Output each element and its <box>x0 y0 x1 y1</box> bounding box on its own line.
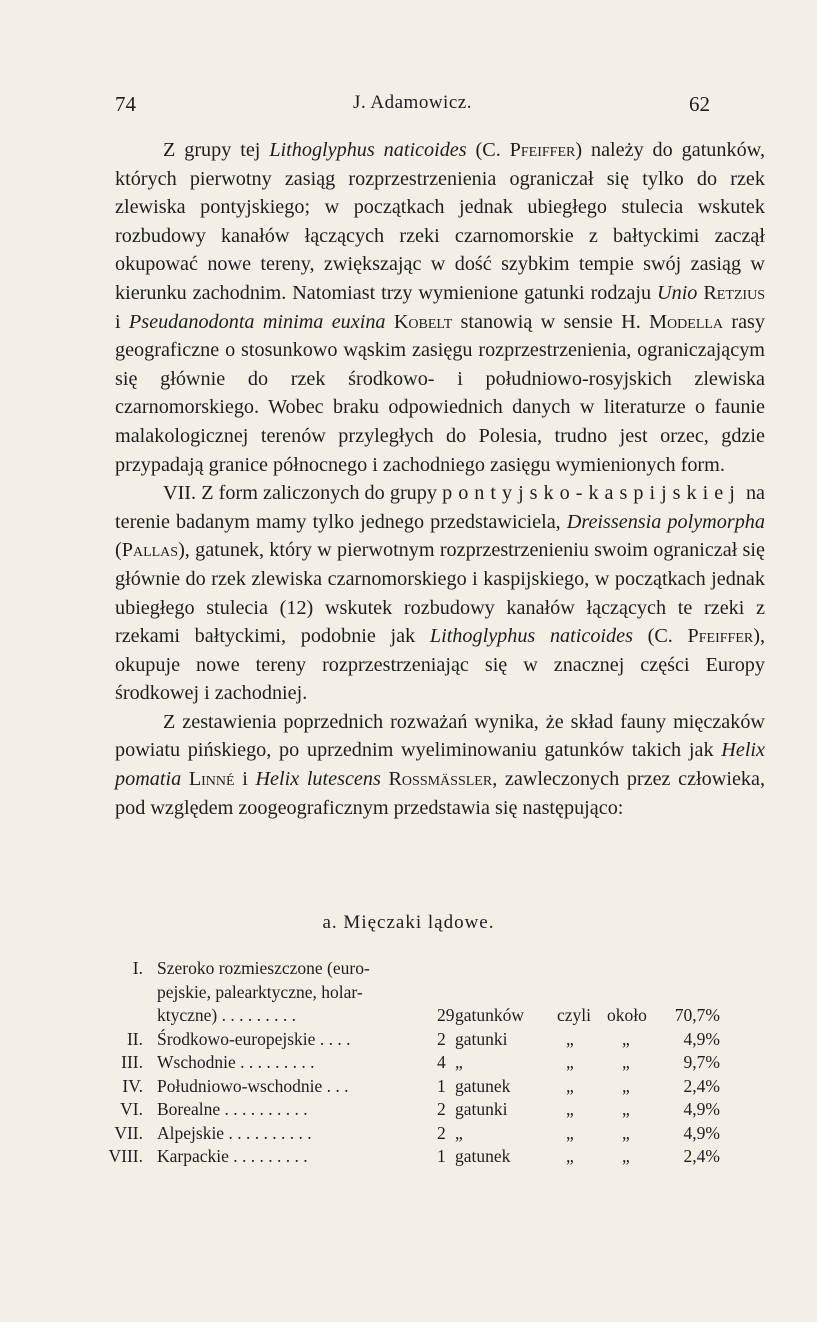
text-span: Pseudanodonta minima euxina <box>128 310 386 333</box>
page-header <box>115 92 710 128</box>
row-percent: 9,7% <box>683 1052 720 1072</box>
row-count: 2 <box>437 1099 446 1119</box>
row-ditto: „ <box>622 1122 630 1143</box>
row-ditto: „ <box>622 1099 630 1119</box>
row-number: I. <box>132 958 143 978</box>
table-row <box>100 1122 720 1146</box>
text-span: Kobelt <box>393 310 453 333</box>
row-count: 1 <box>437 1146 446 1166</box>
row-label: Karpackie . . . . . . . . . <box>157 1146 308 1166</box>
text-span: pontyjsko-kaspijskiej <box>442 482 741 505</box>
text-span: Lithoglyphus naticoides <box>429 625 633 648</box>
text-span: ), gatunek, który w pierwotnym rozprzestrzenieniu swoim ograniczał się głównie do rzek zlewiska czarnomorskiego i kaspijskiego, w początkach jednak ubiegłego stulecia (12) wskutek rozbudowy kanałów łączących te rzeki z rzekami bałtyckimi, podobnie jak <box>115 539 765 648</box>
row-unit: gatunki <box>455 1099 508 1119</box>
row-ditto: „ <box>566 1028 574 1049</box>
row-number: VI. <box>120 1099 143 1119</box>
page-number-left: 74 <box>115 92 136 116</box>
text-span: (C. <box>466 139 510 161</box>
row-count: 1 <box>437 1075 446 1096</box>
row-ditto: „ <box>566 1075 574 1096</box>
text-span: Helix lutescens <box>255 768 381 791</box>
row-number: II. <box>126 1028 143 1049</box>
paragraph <box>115 708 765 822</box>
row-unit: „ <box>455 1052 463 1072</box>
text-span: , zawleczonych przez człowieka, pod względem zoogeograficznym przedstawia się następująco: <box>115 768 766 819</box>
text-span: Z grupy tej <box>163 139 270 161</box>
table-row <box>100 1004 720 1028</box>
paragraph <box>115 136 765 479</box>
row-unit: gatunek <box>455 1146 511 1166</box>
row-label: pejskie, palearktyczne, holar- <box>157 981 363 1002</box>
section-title: a. Mięczaki lądowe. <box>322 912 495 933</box>
text-span: Rossmässler <box>388 768 493 791</box>
text-span: Pallas <box>121 539 179 562</box>
text-span: (C. <box>632 625 688 648</box>
row-ditto: „ <box>566 1052 574 1072</box>
text-span: ( <box>115 539 122 562</box>
text-span: Unio <box>657 281 698 304</box>
row-count: 2 <box>437 1122 446 1143</box>
text-span: Linné <box>188 768 235 791</box>
row-label: ktyczne) . . . . . . . . . <box>157 1005 296 1025</box>
running-head: J. Adamowicz. <box>353 92 472 113</box>
row-ditto: „ <box>566 1099 574 1119</box>
body-text <box>115 136 765 822</box>
text-span: VII. Z form zaliczonych do grupy <box>163 482 443 505</box>
row-ditto: „ <box>622 1028 630 1049</box>
row-label: Wschodnie . . . . . . . . . <box>157 1052 315 1072</box>
row-ditto: „ <box>566 1122 574 1143</box>
species-table <box>100 957 720 1169</box>
row-okolo: około <box>607 1005 647 1025</box>
row-count: 4 <box>437 1052 446 1072</box>
text-span: stanowią w sensie H. <box>452 310 650 333</box>
text-span: Dreissensia polymorpha <box>566 510 765 533</box>
table-row <box>100 1145 720 1169</box>
text-span: Modella <box>649 310 724 333</box>
text-span: Pfeiffer <box>509 139 576 161</box>
row-percent: 2,4% <box>683 1075 720 1096</box>
text-span: na terenie badanym mamy tylko jednego przedstawiciela, <box>115 482 765 533</box>
text-span <box>181 768 189 790</box>
text-span <box>386 311 394 333</box>
row-number: III. <box>121 1052 143 1072</box>
row-ditto: „ <box>566 1146 574 1166</box>
table-row <box>100 1075 720 1099</box>
row-count: 29 <box>437 1005 455 1025</box>
row-number: VII. <box>114 1122 143 1143</box>
table-row <box>100 1028 720 1052</box>
row-unit: gatunek <box>455 1075 511 1096</box>
page-number-right: 62 <box>689 92 710 116</box>
text-span: i <box>234 768 256 791</box>
row-label: Alpejskie . . . . . . . . . . <box>157 1122 312 1143</box>
table-row <box>100 1098 720 1122</box>
row-label: Szeroko rozmieszczone (euro- <box>157 958 370 978</box>
row-percent: 4,9% <box>683 1099 720 1119</box>
row-unit: gatunki <box>455 1028 508 1049</box>
row-unit: gatunków <box>455 1005 525 1025</box>
text-span: Z zestawienia poprzednich rozważań wynika, że skład fauny mięczaków powiatu pińskiego, po uprzednim wyeliminowaniu gatunków takich jak <box>115 710 765 762</box>
row-number: IV. <box>122 1075 143 1096</box>
row-percent: 4,9% <box>683 1028 720 1049</box>
paragraph <box>115 479 765 708</box>
text-span: Lithoglyphus naticoides <box>269 139 467 161</box>
row-unit: „ <box>455 1122 463 1143</box>
row-percent: 70,7% <box>674 1005 720 1025</box>
text-span: rasy geograficzne o stosunkowo wąskim zasięgu rozprzestrzenienia, ograniczającym się głównie do rzek środkowo- i południowo-rosyjskich zlewiska czarnomorskiego. Wobec braku odpowiednich danych w literaturze o faunie malakologicznej terenów przyległych do Polesia, trudno jest orzec, gdzie przypadają granice północnego i zachodniego zasięgu wymienionych form. <box>115 310 765 476</box>
row-ditto: „ <box>622 1146 630 1166</box>
row-number: VIII. <box>108 1146 143 1166</box>
table-row <box>100 1051 720 1075</box>
row-percent: 2,4% <box>683 1146 720 1166</box>
text-span: Retzius <box>703 281 765 304</box>
row-label: Borealne . . . . . . . . . . <box>157 1099 308 1119</box>
text-span: i <box>115 310 129 333</box>
row-label: Środkowo-europejskie . . . . <box>157 1028 351 1049</box>
row-ditto: „ <box>622 1075 630 1096</box>
row-percent: 4,9% <box>683 1122 720 1143</box>
text-span: ), okupuje nowe tereny rozprzestrzeniając się w znacznej części Europy środkowej i zachodniej. <box>115 625 765 705</box>
text-span: Pfeiffer <box>687 625 754 648</box>
text-span: ) należy do gatunków, których pierwotny zasiąg rozprzestrzenienia ograniczał się tylko do rzek zlewiska pontyjskiego; w początkach jednak ubiegłego stulecia wskutek rozbudowy kanałów łączących rzeki czarnomorskie z bałtyckimi zaczął okupować nowe tereny, zwiększając w dość szybkim tempie swój zasiąg w kierunku zachodnim. Natomiast trzy wymienione gatunki rodzaju <box>115 139 765 304</box>
text-span: Helix pomatia <box>115 739 765 791</box>
row-czyli: czyli <box>557 1005 592 1025</box>
row-ditto: „ <box>622 1052 630 1072</box>
table-row <box>100 957 720 981</box>
table-row <box>100 981 720 1005</box>
row-count: 2 <box>437 1028 446 1049</box>
row-label: Południowo-wschodnie . . . <box>157 1075 349 1096</box>
